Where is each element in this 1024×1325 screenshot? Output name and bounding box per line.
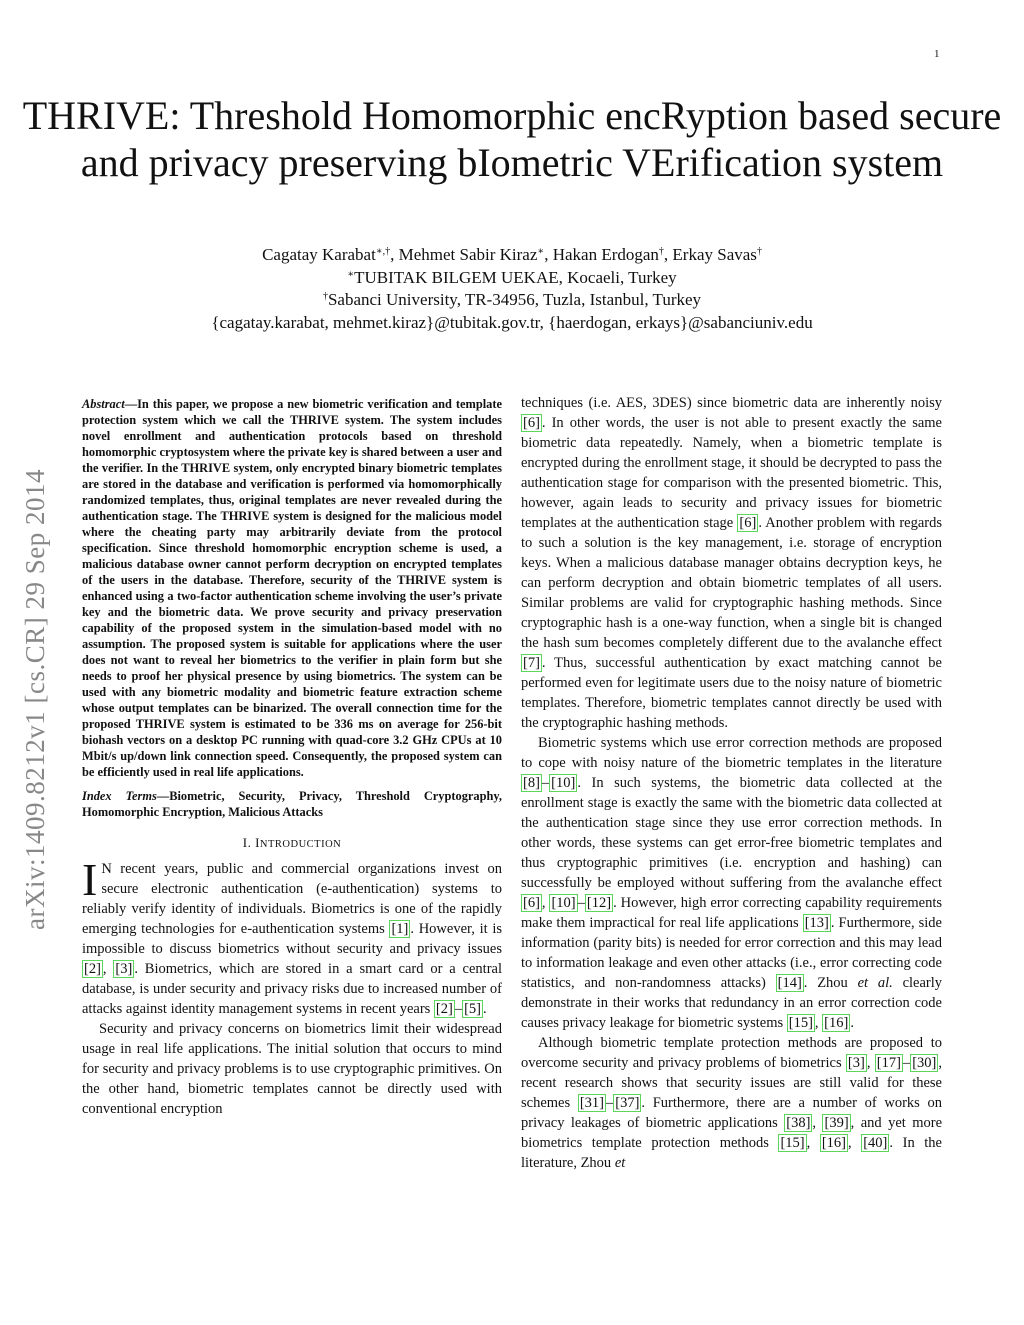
citation-link[interactable]: [1] bbox=[391, 921, 409, 937]
citation-link[interactable]: [16] bbox=[821, 1135, 846, 1151]
drop-cap: I bbox=[82, 854, 98, 905]
arxiv-identifier[interactable]: arXiv:1409.8212v1 [cs.CR] 29 Sep 2014 bbox=[20, 469, 50, 930]
text-run: , bbox=[866, 1055, 875, 1071]
affiliation-1 bbox=[0, 267, 1024, 289]
citation-link[interactable]: [10] bbox=[551, 895, 576, 911]
text-run: – bbox=[902, 1055, 911, 1071]
affiliation-2 bbox=[0, 289, 1024, 311]
paper-title: THRIVE: Threshold Homomorphic encRyption based secure and privacy preserving bIometric VErification system bbox=[22, 93, 1002, 185]
abstract-label: Abstract bbox=[82, 397, 125, 411]
citation-link[interactable]: [14] bbox=[777, 975, 802, 991]
left-column bbox=[82, 396, 502, 1119]
paragraph bbox=[521, 1033, 942, 1173]
citation-link[interactable]: [15] bbox=[780, 1135, 805, 1151]
author-list: Cagatay Karabat∗,†, Mehmet Sabir Kiraz∗, Hakan Erdogan†, Erkay Savas† bbox=[262, 245, 762, 264]
author-name: Cagatay Karabat bbox=[262, 245, 376, 264]
affiliation-text: Sabanci University, TR-34956, Tuzla, Istanbul, Turkey bbox=[327, 290, 702, 309]
citation-link[interactable]: [13] bbox=[804, 915, 829, 931]
affiliation-mark: ∗ bbox=[347, 269, 355, 280]
citation-link[interactable]: [3] bbox=[847, 1055, 865, 1071]
index-terms-label: Index Terms bbox=[82, 789, 157, 803]
citation-link[interactable]: [10] bbox=[551, 775, 576, 791]
text-run: . bbox=[483, 1001, 487, 1017]
author-mark: ∗,† bbox=[375, 246, 391, 257]
citation-link[interactable]: [16] bbox=[824, 1015, 849, 1031]
citation-link[interactable]: [2] bbox=[435, 1001, 453, 1017]
author-mark: † bbox=[658, 246, 664, 257]
paragraph bbox=[521, 393, 942, 733]
section-title-initial: I bbox=[255, 835, 260, 850]
text-run: . Furthermore, there are a number of works on privacy leakages of biometric applications bbox=[521, 1095, 942, 1131]
section-title-rest: NTRODUCTION bbox=[259, 839, 342, 850]
text-run: Biometric systems which use error correction methods are proposed to cope with noisy nature of the biometric templates in the literature bbox=[521, 735, 942, 771]
citation-link[interactable]: [17] bbox=[876, 1055, 901, 1071]
section-number: I. bbox=[242, 835, 252, 850]
text-run: , bbox=[848, 1135, 862, 1151]
text-run: et bbox=[614, 1155, 626, 1171]
text-run: . bbox=[850, 1015, 854, 1031]
text-run: , bbox=[541, 895, 550, 911]
author-name: Mehmet Sabir Kiraz bbox=[398, 245, 538, 264]
text-run: , and yet more biometrics template protection methods bbox=[521, 1115, 943, 1151]
text-run: – bbox=[577, 895, 585, 911]
author-mark: ∗ bbox=[537, 246, 545, 257]
text-run: – bbox=[454, 1001, 463, 1017]
citation-link[interactable]: [15] bbox=[788, 1015, 813, 1031]
text-run: . Furthermore, side information (parity bits) is needed for error correction and this may lead to information leakage and even other attacks (i.e., error correcting code statistics, and non-randomness attacks) bbox=[521, 915, 942, 991]
index-terms-text: —Biometric, Security, Privacy, Threshold Cryptography, Homomorphic Encryption, Malicious Attacks bbox=[82, 789, 502, 819]
text-run: techniques (i.e. AES, 3DES) since biometric data are inherently noisy bbox=[521, 395, 942, 411]
citation-link[interactable]: [3] bbox=[115, 961, 133, 977]
author-name: Erkay Savas bbox=[672, 245, 757, 264]
citation-link[interactable]: [12] bbox=[586, 895, 612, 911]
page-number: 1 bbox=[934, 48, 940, 60]
affiliation-text: TUBITAK BILGEM UEKAE, Kocaeli, Turkey bbox=[354, 268, 677, 287]
text-run: . Thus, successful authentication by exact matching cannot be performed even for legitimate users due to the noisy nature of biometric templates. Therefore, biometric templates cannot directly be used with the cryptographic hashing methods. bbox=[521, 655, 942, 731]
citation-link[interactable]: [5] bbox=[464, 1001, 482, 1017]
citation-link[interactable]: [39] bbox=[824, 1115, 849, 1131]
citation-link[interactable]: [40] bbox=[863, 1135, 888, 1151]
citation-link[interactable]: [7] bbox=[523, 655, 540, 671]
text-run: . However, high error correcting capability requirements make them impractical for real life applications bbox=[521, 895, 942, 931]
citation-link[interactable]: [8] bbox=[523, 775, 540, 791]
text-run: . Biometrics, which are stored in a smart card or a central database, is under security and privacy risks due to increased number of attacks against identity management systems in recent years bbox=[82, 961, 502, 1017]
text-run: Although biometric template protection methods are proposed to overcome security and privacy problems of biometrics bbox=[521, 1035, 942, 1071]
author-name: Hakan Erdogan bbox=[552, 245, 659, 264]
citation-link[interactable]: [30] bbox=[912, 1055, 937, 1071]
citation-link[interactable]: [37] bbox=[615, 1095, 640, 1111]
text-run: . Another problem with regards to such a solution is the key management, i.e. storage of encryption keys. When a malicious database manager obtains decryption keys, he can perform decryption and obtain biometric templates of all users. Similar problems are valid for cryptographic hashing methods. Since cryptographic hash is a one-way function, when a single bit is changed the hash sum becomes completely different due to the avalanche effect bbox=[521, 515, 942, 651]
citation-link[interactable]: [6] bbox=[523, 895, 540, 911]
text-run: – bbox=[605, 1095, 614, 1111]
right-column bbox=[521, 393, 942, 1173]
paragraph bbox=[82, 854, 502, 1019]
text-run: . However, it is impossible to discuss biometrics without security and privacy issues bbox=[82, 921, 502, 957]
author-emails: {cagatay.karabat, mehmet.kiraz}@tubitak.gov.tr, {haerdogan, erkays}@sabanciuniv.edu bbox=[211, 313, 813, 332]
text-run: , bbox=[812, 1115, 823, 1131]
text-run: , bbox=[814, 1015, 823, 1031]
affiliation-mark: † bbox=[322, 291, 328, 302]
text-run: et al. bbox=[857, 975, 893, 991]
citation-link[interactable]: [2] bbox=[84, 961, 101, 977]
abstract-text: —In this paper, we propose a new biometric verification and template protection system which we call the THRIVE system. The system includes novel enrollment and authentication protocols based on threshold homomorphic cryptosystem where the private key is shared between a user and the verifier. In the THRIVE system, only encrypted binary biometric templates are stored in the database and verification is performed via homomorphically randomized templates, thus, original templates are never revealed during the authentication stage. The THRIVE system is designed for the malicious model where the cheating party may arbitrarily deviate from the protocol specification. Since threshold homomorphic encryption scheme is used, a malicious database owner cannot perform decryption on encrypted templates of the users in the database. Therefore, security of the THRIVE system is enhanced using a two-factor authentication scheme involving the user’s private key and the biometric data. We prove security and privacy preservation capability of the proposed system in the simulation-based model with no assumption. The proposed system is suitable for applications where the user does not want to reveal her biometrics to the verifier in plain form but she needs to proof her physical presence by using biometrics. The system can be used with any biometric modality and biometric feature extraction scheme whose output templates can be binarized. The overall connection time for the proposed THRIVE system is estimated to be 336 ms on average for 256-bit biohash vectors on a desktop PC running with quad-core 3.2 GHz CPUs at 10 Mbit/s up/down link connection speed. Consequently, the proposed system can be efficiently used in real life applications. bbox=[82, 397, 502, 779]
paragraph: Security and privacy concerns on biometrics limit their widespread usage in real life applications. The initial solution that occurs to mind for security and privacy problems is to use cryptographic primitives. On the other hand, biometric templates cannot be directly used with conventional encryption bbox=[82, 1021, 502, 1117]
author-mark: † bbox=[756, 246, 762, 257]
abstract bbox=[82, 396, 502, 780]
citation-link[interactable]: [6] bbox=[523, 415, 540, 431]
text-run: , bbox=[806, 1135, 820, 1151]
text-run: . Zhou bbox=[803, 975, 858, 991]
text-run: . In the literature, Zhou bbox=[521, 1135, 942, 1171]
text-run: , bbox=[102, 961, 114, 977]
citation-link[interactable]: [31] bbox=[579, 1095, 604, 1111]
text-run: clearly demonstrate in their works that redundancy in an error correction code causes privacy leakage for biometric systems bbox=[521, 975, 943, 1031]
citation-link[interactable]: [38] bbox=[786, 1115, 811, 1131]
index-terms bbox=[82, 788, 502, 820]
paragraph bbox=[521, 733, 942, 1033]
section-heading bbox=[82, 834, 502, 854]
text-run: N recent years, public and commercial organizations invest on secure electronic authentication (e-authentication) systems to reliably verify identity of individuals. Biometrics is one of the rapidly emerging technologies for e-authentication systems bbox=[82, 861, 502, 937]
text-run: , recent research shows that security issues are still valid for these schemes bbox=[521, 1055, 942, 1111]
text-run: – bbox=[541, 775, 550, 791]
text-run: . In such systems, the biometric data collected at the enrollment stage is exactly the same with the biometric data collected at the authentication stage since they use error correction methods. In other words, these systems can get error-free biometric templates and thus cryptographic primitives (i.e. encryption and hashing) can successfully be employed without suffering from the avalanche effect bbox=[521, 775, 942, 891]
text-run: . In other words, the user is not able to present exactly the same biometric data repeatedly. Namely, when a biometric template is encrypted during the enrollment stage, it should be decrypted to pass the authentication stage for comparison with the presented biometric. This, however, again leads to security and privacy issues for biometric templates at the authentication stage bbox=[521, 415, 942, 531]
citation-link[interactable]: [6] bbox=[739, 515, 757, 531]
